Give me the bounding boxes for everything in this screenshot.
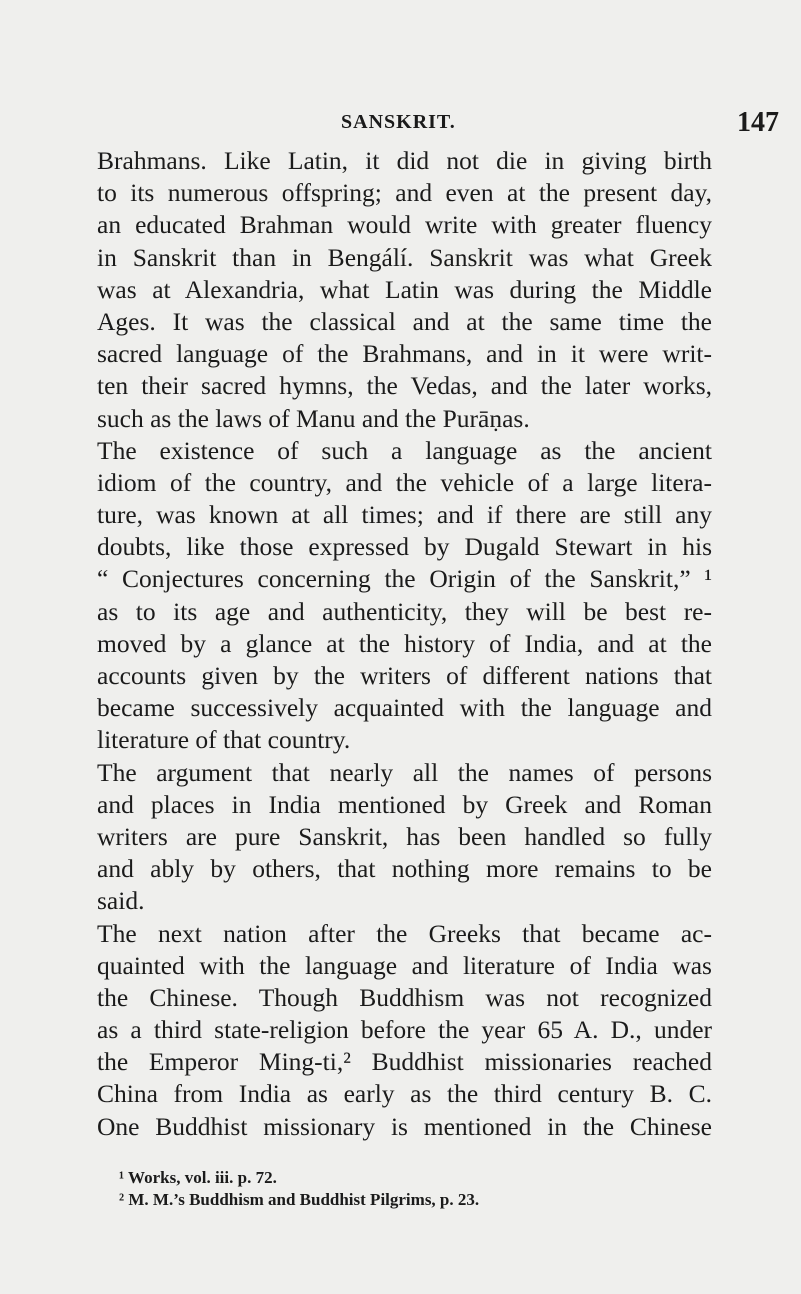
text-line: to its numerous offspring; and even at the present day, xyxy=(97,178,712,208)
text-line: moved by a glance at the history of India, and at the xyxy=(97,628,712,658)
text-line: and places in India mentioned by Greek and Roman xyxy=(97,789,712,819)
text-line: The argument that nearly all the names of persons xyxy=(97,757,712,787)
text-line: such as the laws of Manu and the Purāṇas. xyxy=(97,403,530,433)
text-line: writers are pure Sanskrit, has been handled so fully xyxy=(97,821,712,851)
page-header xyxy=(0,107,801,137)
text-line: in Sanskrit than in Bengálí. Sanskrit was what Greek xyxy=(97,242,712,272)
page-number: 147 xyxy=(737,107,779,138)
text-line: sacred language of the Brahmans, and in it were writ- xyxy=(97,339,712,369)
running-title: SANSKRIT. xyxy=(341,111,456,133)
text-line: as to its age and authenticity, they will be best re- xyxy=(97,596,712,626)
text-line: “ Conjectures concerning the Origin of the Sanskrit,” ¹ xyxy=(97,564,712,594)
text-line: as a third state-religion before the year 65 A. D., under xyxy=(97,1015,712,1045)
body-text xyxy=(97,145,712,1143)
text-line: idiom of the country, and the vehicle of a large litera- xyxy=(97,467,712,497)
text-line: One Buddhist missionary is mentioned in the Chinese xyxy=(97,1111,712,1141)
text-line: The existence of such a language as the ancient xyxy=(97,435,712,465)
text-line: quainted with the language and literature of India was xyxy=(97,950,712,980)
text-line: the Emperor Ming-ti,² Buddhist missionaries reached xyxy=(97,1047,712,1077)
text-line: Ages. It was the classical and at the same time the xyxy=(97,306,712,336)
text-line: became successively acquainted with the language and xyxy=(97,693,712,723)
text-line: an educated Brahman would write with greater fluency xyxy=(97,210,712,240)
text-line: The next nation after the Greeks that became ac- xyxy=(97,918,712,948)
text-line: ten their sacred hymns, the Vedas, and the later works, xyxy=(97,371,712,401)
text-line: doubts, like those expressed by Dugald Stewart in his xyxy=(97,532,712,562)
text-line: ture, was known at all times; and if there are still any xyxy=(97,500,712,530)
text-line: accounts given by the writers of different nations that xyxy=(97,661,712,690)
text-line: literature of that country. xyxy=(97,725,351,755)
text-line: said. xyxy=(97,886,145,916)
text-line: and ably by others, that nothing more remains to be xyxy=(97,854,712,884)
text-line: the Chinese. Though Buddhism was not recognized xyxy=(97,982,712,1012)
footnotes xyxy=(119,1167,719,1211)
text-line: China from India as early as the third century B. C. xyxy=(97,1079,712,1109)
footnote: ² M. M.’s Buddhism and Buddhist Pilgrims, p. 23. xyxy=(119,1190,480,1209)
text-line: was at Alexandria, what Latin was during the Middle xyxy=(97,274,712,304)
text-line: Brahmans. Like Latin, it did not die in giving birth xyxy=(97,146,712,175)
footnote: ¹ Works, vol. iii. p. 72. xyxy=(119,1168,277,1187)
